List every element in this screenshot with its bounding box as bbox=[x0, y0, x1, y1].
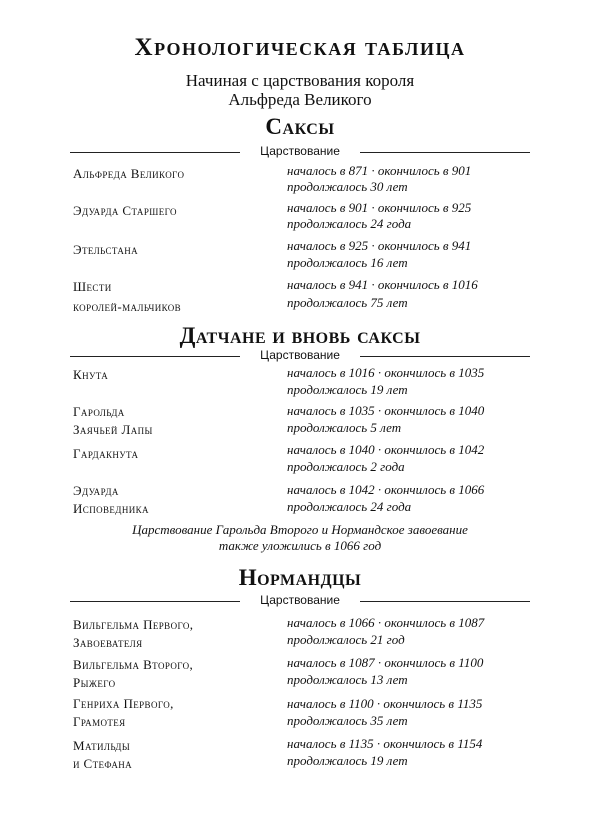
reign-duration: продолжалось 19 лет bbox=[287, 382, 408, 397]
king-name: Вильгельма Первого, bbox=[73, 617, 194, 632]
reign-duration: продолжалось 21 год bbox=[287, 632, 405, 647]
reign-dates: началось в 901 · окончилось в 925 bbox=[287, 200, 472, 215]
king-name: Шести bbox=[73, 279, 112, 294]
king-name-line2: Заячьей Лапы bbox=[73, 422, 153, 437]
reign-dates: началось в 1087 · окончилось в 1100 bbox=[287, 655, 484, 670]
reign-duration: продолжалось 2 года bbox=[287, 459, 405, 474]
section-note-line2: также уложились в 1066 год bbox=[218, 538, 382, 553]
king-name: Этельстана bbox=[73, 242, 139, 257]
page-subtitle-line1: Начиная с царствования короля bbox=[185, 71, 415, 90]
king-name-line2: и Стефана bbox=[73, 756, 133, 771]
page-title: Хронологическая таблица bbox=[134, 34, 466, 61]
king-name: Кнута bbox=[73, 367, 109, 382]
king-name: Генриха Первого, bbox=[73, 696, 174, 711]
king-name-line2: Рыжего bbox=[73, 675, 116, 690]
king-name: Альфреда Великого bbox=[73, 166, 185, 181]
reign-label: Царствование bbox=[260, 348, 340, 362]
reign-dates: началось в 1016 · окончилось в 1035 bbox=[287, 365, 485, 380]
reign-dates: началось в 925 · окончилось в 941 bbox=[287, 238, 472, 253]
king-name: Матильды bbox=[73, 738, 131, 753]
reign-duration: продолжалось 5 лет bbox=[287, 420, 402, 435]
reign-duration: продолжалось 75 лет bbox=[287, 295, 408, 310]
section-title-normans: Нормандцы bbox=[238, 565, 362, 590]
reign-dates: началось в 1035 · окончилось в 1040 bbox=[287, 403, 485, 418]
reign-duration: продолжалось 24 года bbox=[287, 499, 412, 514]
reign-dates: началось в 871 · окончилось в 901 bbox=[287, 163, 472, 178]
section-title-danes: Датчане и вновь саксы bbox=[179, 323, 421, 348]
king-name-line2: Завоевателя bbox=[73, 635, 143, 650]
king-name-line2: Исповедника bbox=[73, 501, 149, 516]
reign-duration: продолжалось 30 лет bbox=[287, 179, 408, 194]
king-name: Гарольда bbox=[73, 404, 125, 419]
king-name: Гардакнута bbox=[73, 446, 139, 461]
king-name: Вильгельма Второго, bbox=[73, 657, 194, 672]
reign-duration: продолжалось 19 лет bbox=[287, 753, 408, 768]
section-title-saxons: Саксы bbox=[265, 114, 335, 139]
reign-dates: началось в 1040 · окончилось в 1042 bbox=[287, 442, 485, 457]
reign-duration: продолжалось 16 лет bbox=[287, 255, 408, 270]
king-name: Эдуарда Старшего bbox=[73, 203, 177, 218]
reign-divider bbox=[70, 350, 530, 362]
king-name-line2: Грамотея bbox=[73, 714, 126, 729]
reign-divider bbox=[70, 146, 530, 158]
reign-duration: продолжалось 13 лет bbox=[287, 672, 408, 687]
reign-duration: продолжалось 35 лет bbox=[287, 713, 408, 728]
reign-dates: началось в 1042 · окончилось в 1066 bbox=[287, 482, 485, 497]
king-name: Эдуарда bbox=[73, 483, 119, 498]
reign-dates: началось в 1135 · окончилось в 1154 bbox=[287, 736, 483, 751]
king-name-line2: королей-мальчиков bbox=[73, 299, 182, 314]
reign-label: Царствование bbox=[260, 593, 340, 607]
reign-dates: началось в 1100 · окончилось в 1135 bbox=[287, 696, 483, 711]
reign-dates: началось в 941 · окончилось в 1016 bbox=[287, 277, 478, 292]
reign-divider bbox=[70, 595, 530, 607]
page-subtitle-line2: Альфреда Великого bbox=[228, 90, 372, 109]
reign-duration: продолжалось 24 года bbox=[287, 216, 412, 231]
reign-dates: началось в 1066 · окончилось в 1087 bbox=[287, 615, 485, 630]
reign-label: Царствование bbox=[260, 144, 340, 158]
section-note-line1: Царствование Гарольда Второго и Нормандское завоевание bbox=[132, 522, 468, 537]
